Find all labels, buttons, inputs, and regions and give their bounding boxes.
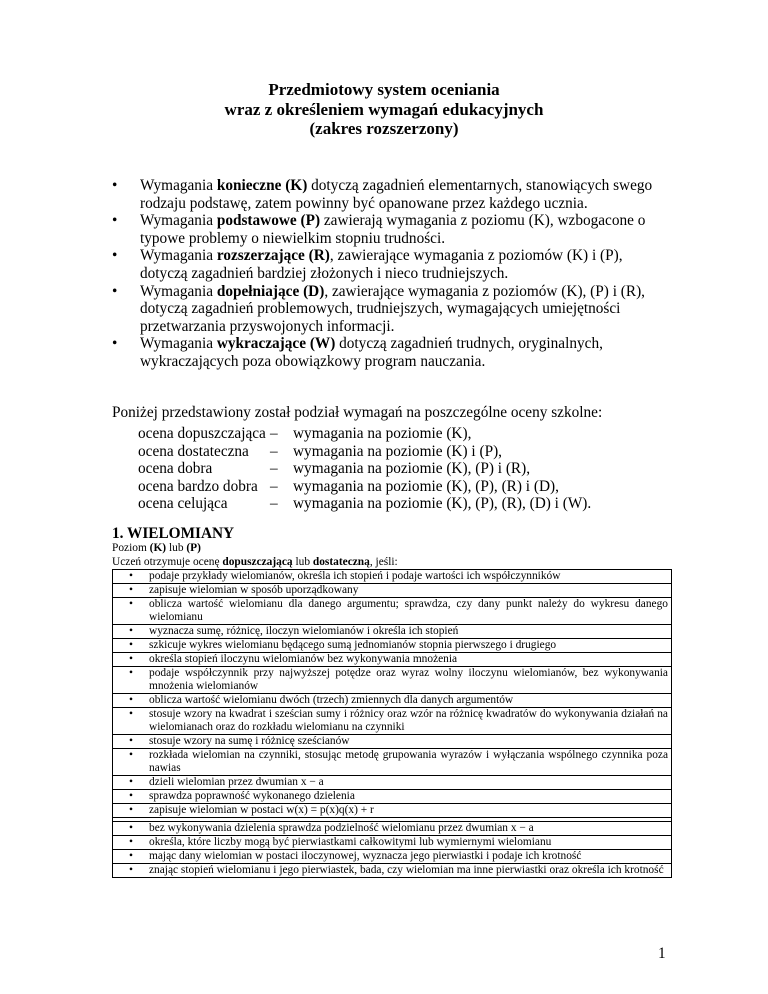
grade-requirement: wymagania na poziomie (K) i (P), <box>293 442 502 460</box>
grade-requirement: wymagania na poziomie (K), (P), (R), (D) i (W). <box>293 495 592 513</box>
bullet-icon: • <box>129 822 133 834</box>
requirement-row <box>113 804 671 818</box>
item-post: zawierają wymagania z poziomu (K), wzbogacone o typowe problemy o niewielkim stopniu trudności. <box>140 212 646 247</box>
grades-table <box>138 425 591 513</box>
bullet-icon: • <box>129 584 133 596</box>
bullet-icon: • <box>129 708 133 720</box>
grade-name: ocena bardzo dobra <box>138 477 258 495</box>
grade-split-intro: Poniżej przedstawiony został podział wymagań na poszczególne oceny szkolne: <box>112 404 603 421</box>
bullet-icon: • <box>112 247 118 265</box>
item-bold: rozszerzające (R) <box>216 247 330 265</box>
item-pre: Wymagania <box>140 212 217 230</box>
bullet-icon: • <box>129 850 133 862</box>
requirement-row <box>113 749 671 776</box>
bullet-icon: • <box>129 694 133 706</box>
requirement-level-item <box>112 212 672 247</box>
bullet-icon: • <box>112 212 118 230</box>
requirement-row <box>113 625 671 639</box>
grade-name: ocena dostateczna <box>138 442 249 460</box>
bullet-icon: • <box>129 836 133 848</box>
section-intro <box>112 556 398 568</box>
requirement-row <box>113 639 671 653</box>
grade-requirement: wymagania na poziomie (K), (P) i (R), <box>293 460 531 478</box>
requirement-level-item <box>112 177 672 212</box>
requirement-text: sprawdza poprawność wykonanego dzielenia <box>149 790 355 802</box>
title-line-1: Przedmiotowy system oceniania <box>268 80 500 99</box>
level-mid: lub <box>166 542 187 554</box>
intro-pre: Uczeń otrzymuje ocenę <box>112 556 223 568</box>
item-pre: Wymagania <box>140 282 217 300</box>
requirement-level-item <box>112 283 672 336</box>
requirement-text: rozkłada wielomian na czynniki, stosując metodę grupowania wyrazów i wyłączania wspólnego czynnika poza nawias <box>149 749 668 774</box>
requirement-text: bez wykonywania dzielenia sprawdza podzielność wielomianu przez dwumian x − a <box>149 822 534 834</box>
bullet-icon: • <box>129 639 133 651</box>
bullet-icon: • <box>129 653 133 665</box>
requirement-row <box>113 584 671 598</box>
requirement-text: znając stopień wielomianu i jego pierwiastek, bada, czy wielomian ma inne pierwiastki oraz określa ich krotność <box>149 864 664 876</box>
bullet-icon: • <box>112 335 118 353</box>
bullet-icon: • <box>129 864 133 876</box>
requirement-row <box>113 864 671 877</box>
document-title <box>0 80 768 139</box>
grade-requirement: wymagania na poziomie (K), <box>293 425 472 442</box>
intro-mid: lub <box>292 556 313 568</box>
requirement-row <box>113 776 671 790</box>
grade-requirement: wymagania na poziomie (K), (P), (R) i (D), <box>293 477 559 495</box>
requirements-table <box>112 569 672 878</box>
grade-row <box>138 495 591 513</box>
section-level <box>112 542 201 554</box>
bullet-icon: • <box>129 598 133 610</box>
level-p: (P) <box>186 542 201 554</box>
requirement-row <box>113 790 671 804</box>
item-post: dotyczą zagadnień elementarnych, stanowiących swego rodzaju podstawę, zatem powinny być opanowane przez każdego ucznia. <box>140 177 653 212</box>
requirement-text: podaje przykłady wielomianów, określa ich stopień i podaje wartości ich współczynników <box>149 570 561 582</box>
grade-row <box>138 478 591 496</box>
page-number: 1 <box>658 945 666 962</box>
requirement-row <box>113 653 671 667</box>
requirement-row <box>113 694 671 708</box>
grade-row <box>138 443 591 461</box>
bullet-icon: • <box>129 776 133 788</box>
requirement-text: wyznacza sumę, różnicę, iloczyn wielomianów i określa ich stopień <box>149 625 459 637</box>
grade-dash: – <box>270 425 278 442</box>
bullet-icon: • <box>112 177 118 194</box>
intro-bold-2: dostateczną <box>312 556 370 568</box>
item-bold: dopełniające (D) <box>216 282 325 300</box>
item-bold: konieczne (K) <box>216 177 308 194</box>
grade-row <box>138 425 591 443</box>
requirement-levels-list <box>112 177 672 371</box>
bullet-icon: • <box>112 282 118 300</box>
item-bold: wykraczające (W) <box>216 335 336 353</box>
requirement-text: stosuje wzory na kwadrat i sześcian sumy i różnicy oraz wzór na różnicę kwadratów do wykonywania działań na wielomianach oraz do rozkładu wielomianu na czynniki <box>149 708 668 733</box>
item-bold: podstawowe (P) <box>216 212 321 230</box>
requirement-text: określa stopień iloczynu wielomianów bez wykonywania mnożenia <box>149 653 458 665</box>
bullet-icon: • <box>129 749 133 761</box>
grade-name: ocena celująca <box>138 495 228 513</box>
requirement-text: oblicza wartość wielomianu dla danego argumentu; sprawdza, czy dany punkt należy do wykresu danego wielomianu <box>149 598 668 623</box>
requirement-text: oblicza wartość wielomianu dwóch (trzech) zmiennych dla danych argumentów <box>149 694 514 706</box>
requirement-row <box>113 850 671 864</box>
requirement-text: mając dany wielomian w postaci iloczynowej, wyznacza jego pierwiastki i podaje ich krotność <box>149 850 582 862</box>
requirement-text: szkicuje wykres wielomianu będącego sumą jednomianów stopnia pierwszego i drugiego <box>149 639 557 651</box>
bullet-icon: • <box>129 790 133 802</box>
requirement-row <box>113 708 671 735</box>
title-line-2: wraz z określeniem wymagań edukacyjnych <box>224 99 544 119</box>
requirement-row <box>113 667 671 694</box>
intro-post: , jeśli: <box>369 556 398 568</box>
bullet-icon: • <box>129 570 133 582</box>
grade-name: ocena dobra <box>138 460 213 478</box>
bullet-icon: • <box>129 735 133 747</box>
level-k: (K) <box>149 542 167 554</box>
grade-row <box>138 460 591 478</box>
level-pre: Poziom <box>112 542 150 554</box>
item-pre: Wymagania <box>140 335 217 353</box>
requirement-row <box>113 735 671 749</box>
requirement-level-item <box>112 335 672 370</box>
item-post: , zawierające wymagania z poziomów (K), (P) i (R), dotyczą zagadnień problemowych, trudniejszych, wymagających umiejętności przetwarzania przyswojonych informacji. <box>140 282 645 335</box>
requirement-row <box>113 836 671 850</box>
requirement-text: podaje współczynnik przy najwyższej potędze oraz wyraz wolny iloczynu wielomianów, bez wykonywania mnożenia wielomianów <box>149 667 668 692</box>
grade-dash: – <box>270 495 278 513</box>
item-pre: Wymagania <box>140 177 217 194</box>
requirement-text: określa, które liczby mogą być pierwiastkami całkowitymi lub wymiernymi wielomianu <box>149 836 552 848</box>
bullet-icon: • <box>129 804 133 816</box>
requirement-text: zapisuje wielomian w sposób uporządkowany <box>149 584 359 596</box>
intro-bold-1: dopuszczającą <box>222 556 293 568</box>
grade-dash: – <box>270 460 278 478</box>
requirement-row <box>113 598 671 625</box>
bullet-icon: • <box>129 625 133 637</box>
requirement-row <box>113 821 671 836</box>
grade-name: ocena dopuszczająca <box>138 425 266 442</box>
item-pre: Wymagania <box>140 247 217 265</box>
requirement-text: stosuje wzory na sumę i różnicę sześcianów <box>149 735 350 747</box>
requirement-row <box>113 570 671 584</box>
title-line-3: (zakres rozszerzony) <box>309 119 459 138</box>
bullet-icon: • <box>129 667 133 679</box>
grade-dash: – <box>270 477 278 495</box>
section-heading: 1. WIELOMIANY <box>112 525 235 542</box>
item-post: , zawierające wymagania z poziomów (K) i (P), dotyczą zagadnień bardziej złożonych i nieco trudniejszych. <box>140 247 623 282</box>
requirement-level-item <box>112 247 672 282</box>
grade-dash: – <box>270 442 278 460</box>
requirement-text: zapisuje wielomian w postaci w(x) = p(x)q(x) + r <box>149 804 374 816</box>
item-post: dotyczą zagadnień trudnych, oryginalnych, wykraczających poza obowiązkowy program nauczania. <box>140 335 603 370</box>
requirement-text: dzieli wielomian przez dwumian x − a <box>149 776 324 788</box>
